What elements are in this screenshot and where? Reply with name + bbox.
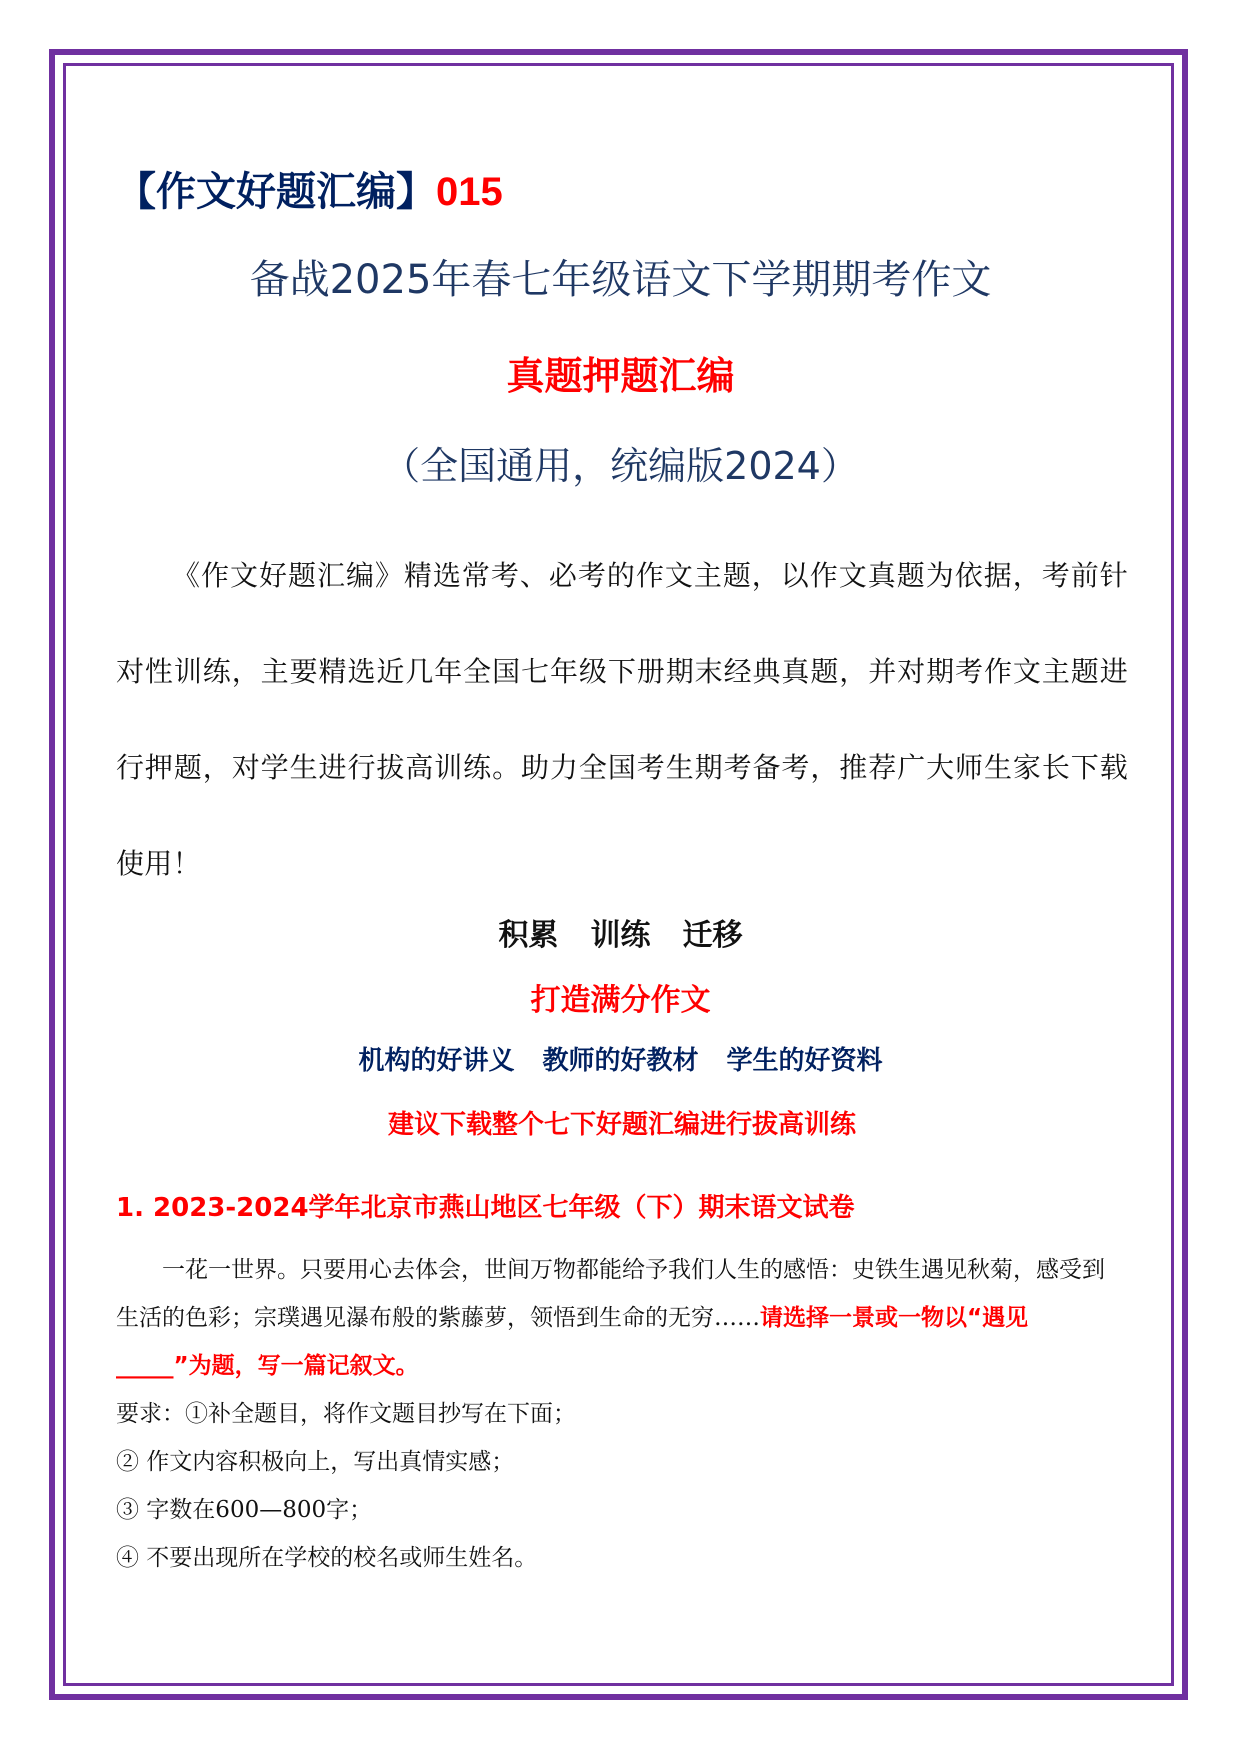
requirement-item: 要求：①补全题目，将作文题目抄写在下面；	[116, 1401, 576, 1427]
question-body	[116, 1246, 1116, 1582]
tagline-item: 训练	[590, 918, 651, 953]
audience-item: 机构的好讲义	[358, 1046, 515, 1076]
slogan: 打造满分作文	[530, 983, 711, 1018]
edition-note: （全国通用，统编版2024）	[382, 444, 859, 488]
question-prompt	[116, 1246, 1116, 1390]
series-title	[116, 160, 503, 217]
prompt-emphasis: 请选择一景或一物以“遇见_____”为题，写一篇记叙文。	[116, 1305, 1029, 1379]
tagline	[0, 910, 1241, 954]
main-title: 备战2025年春七年级语文下学期期考作文	[249, 257, 992, 303]
audience-item: 教师的好教材	[542, 1046, 699, 1076]
requirement-item: ② 作文内容积极向上，写出真情实感；	[116, 1449, 515, 1475]
prompt-text: 一花一世界。只要用心去体会，世间万物都能给予我们人生的感悟：史铁生遇见秋菊，感受到生活的色彩；宗璞遇见瀑布般的紫藤萝，领悟到生命的无穷……	[116, 1257, 1105, 1331]
series-label: 【作文好题汇编】	[116, 169, 436, 215]
tagline-item: 迁移	[682, 918, 743, 953]
requirements-list	[116, 1390, 1116, 1582]
intro-text: 《作文好题汇编》精选常考、必考的作文主题，以作文真题为依据，考前针对性训练，主要精选近几年全国七年级下册期末经典真题，并对期考作文主题进行押题，对学生进行拔高训练。助力全国考生期考备考，推荐广大师生家长下载使用！	[116, 559, 1128, 880]
intro-paragraph	[116, 528, 1128, 912]
download-advice: 建议下载整个七下好题汇编进行拔高训练	[388, 1110, 857, 1140]
requirement-item: ③ 字数在600—800字；	[116, 1497, 373, 1523]
series-number: 015	[436, 170, 503, 214]
question-heading: 1. 2023-2024学年北京市燕山地区七年级（下）期末语文试卷	[116, 1193, 855, 1223]
sub-title: 真题押题汇编	[506, 354, 735, 398]
audience-line	[0, 1040, 1241, 1077]
tagline-item: 积累	[498, 918, 559, 953]
audience-item: 学生的好资料	[726, 1046, 883, 1076]
requirement-item: ④ 不要出现所在学校的校名或师生姓名。	[116, 1545, 538, 1571]
